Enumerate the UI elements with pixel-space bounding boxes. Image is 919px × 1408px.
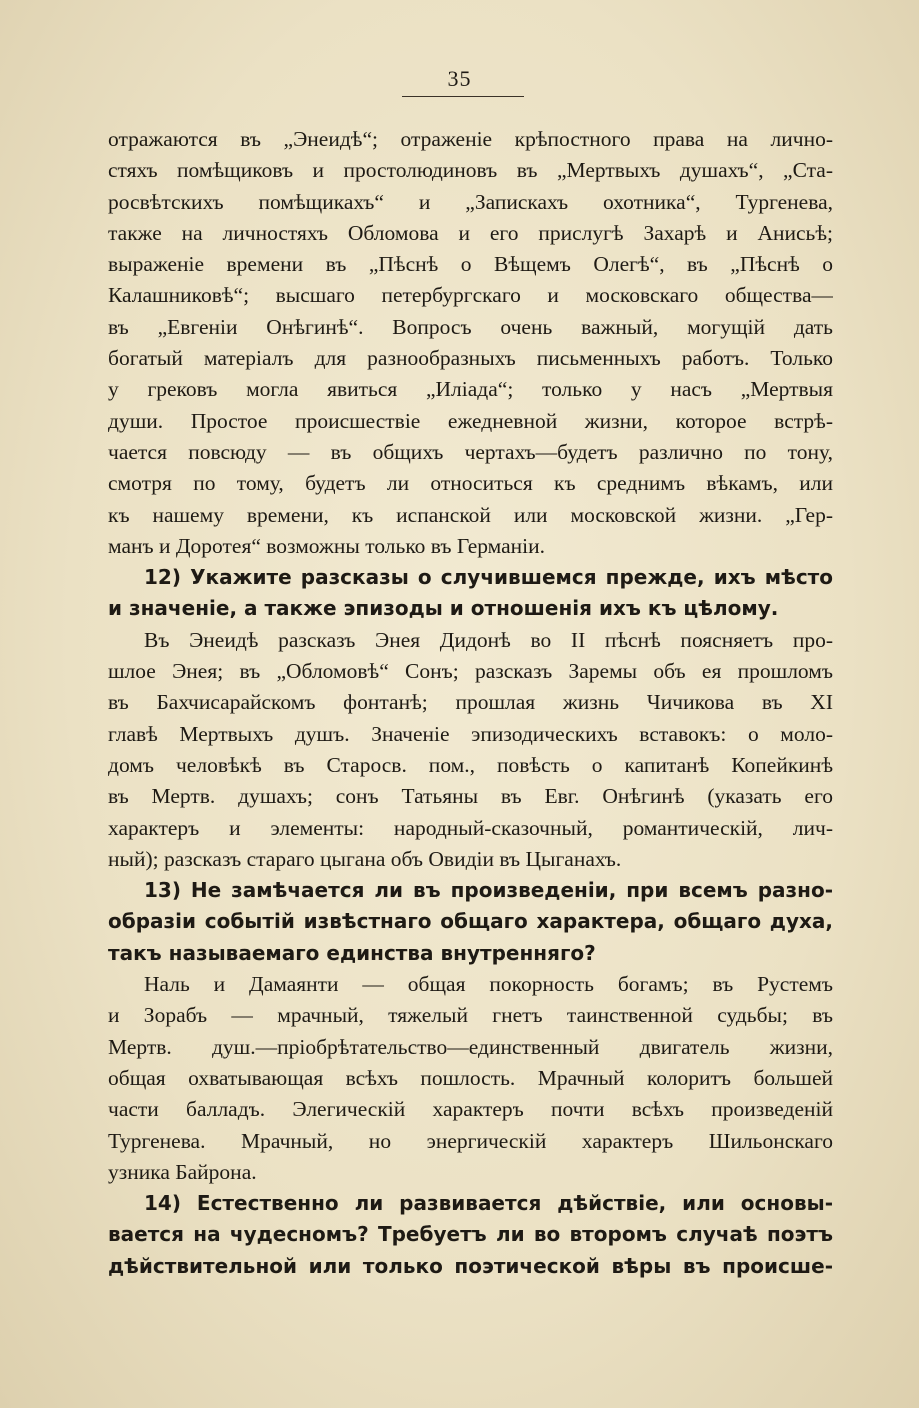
question-heading-line: и значеніе, а также эпизоды и отношенія ихъ къ цѣлому. [108, 596, 779, 621]
text-line: Въ Энеидѣ разсказъ Энея Дидонѣ во II пѣснѣ поясняетъ про- [144, 627, 833, 652]
text-line: манъ и Доротея“ возможны только въ Германіи. [108, 533, 546, 558]
question-heading-line: образіи событій извѣстнаго общаго характера, общаго духа, [108, 909, 833, 934]
text-line: части балладъ. Элегическій характеръ почти всѣхъ произведеній [108, 1097, 833, 1122]
text-line: узника Байрона. [108, 1159, 257, 1184]
page-number: 35 [447, 66, 472, 91]
question-heading-line: вается на чудесномъ? Требуетъ ли во второмъ случаѣ поэтъ [108, 1222, 833, 1247]
text-line: смотря по тому, будетъ ли относиться къ среднимъ вѣкамъ, или [108, 471, 833, 496]
text-line: Наль и Дамаянти — общая покорность богамъ; въ Рустемъ [144, 972, 833, 997]
text-line: домъ человѣкѣ въ Старосв. пом., повѣсть о капитанѣ Копейкинѣ [108, 752, 833, 777]
text-line: стяхъ помѣщиковъ и простолюдиновъ въ „Мертвыхъ душахъ“, „Ста- [108, 158, 833, 183]
text-line: характеръ и элементы: народный-сказочный, романтическій, лич- [108, 815, 833, 840]
text-line: шлое Энея; въ „Обломовѣ“ Сонъ; разсказъ Заремы объ ея прошломъ [108, 659, 833, 684]
text-line: ный); разсказъ стараго цыгана объ Овидіи въ Цыганахъ. [108, 846, 622, 871]
text-line: выраженіе времени въ „Пѣснѣ о Вѣщемъ Олегѣ“, въ „Пѣснѣ о [108, 252, 833, 277]
text-line: Тургенева. Мрачный, но энергическій характеръ Шильонскаго [108, 1128, 833, 1153]
text-line: общая охватывающая всѣхъ пошлость. Мрачный колоритъ большей [108, 1065, 833, 1090]
text-line: къ нашему времени, къ испанской или московской жизни. „Гер- [108, 502, 833, 527]
text-line: въ Бахчисарайскомъ фонтанѣ; прошлая жизнь Чичикова въ XI [108, 690, 833, 715]
text-line: богатый матеріалъ для разнообразныхъ письменныхъ работъ. Только [108, 346, 833, 371]
question-heading-line: 13) Не замѣчается ли въ произведеніи, при всемъ разно- [144, 878, 833, 903]
body-text [108, 124, 833, 1282]
text-line: отражаются въ „Энеидѣ“; отраженіе крѣпостного права на лично- [108, 127, 833, 151]
question-heading-line: дѣйствительной или только поэтической вѣры въ происше- [108, 1253, 833, 1278]
header-rule [402, 96, 524, 97]
text-line: въ „Евгеніи Онѣгинѣ“. Вопросъ очень важный, могущій дать [108, 314, 833, 339]
text-line: главѣ Мертвыхъ душъ. Значеніе эпизодическихъ вставокъ: о моло- [108, 721, 833, 746]
text-line: росвѣтскихъ помѣщикахъ“ и „Запискахъ охотника“, Тургенева, [108, 189, 833, 214]
text-line: у грековъ могла явиться „Иліада“; только у насъ „Мертвыя [108, 377, 833, 402]
text-line: души. Простое происшествіе ежедневной жизни, которое встрѣ- [108, 408, 833, 433]
text-line: Мертв. душ.—пріобрѣтательство—единственный двигатель жизни, [108, 1034, 833, 1059]
text-line: въ Мертв. душахъ; сонъ Татьяны въ Евг. Онѣгинѣ (указать его [108, 784, 833, 809]
question-heading-line: 14) Естественно ли развивается дѣйствіе, или основы- [144, 1191, 833, 1216]
text-line: Калашниковѣ“; высшаго петербургскаго и московскаго общества— [108, 283, 833, 308]
text-line: и Зорабъ — мрачный, тяжелый гнетъ таинственной судьбы; въ [108, 1003, 833, 1028]
text-line: также на личностяхъ Обломова и его прислугѣ Захарѣ и Анисьѣ; [108, 220, 833, 245]
question-heading-line: 12) Укажите разсказы о случившемся прежде, ихъ мѣсто [144, 565, 833, 590]
text-line: чается повсюду — въ общихъ чертахъ—будетъ различно по тону, [108, 439, 833, 464]
question-heading-line: такъ называемаго единства внутренняго? [108, 940, 596, 965]
